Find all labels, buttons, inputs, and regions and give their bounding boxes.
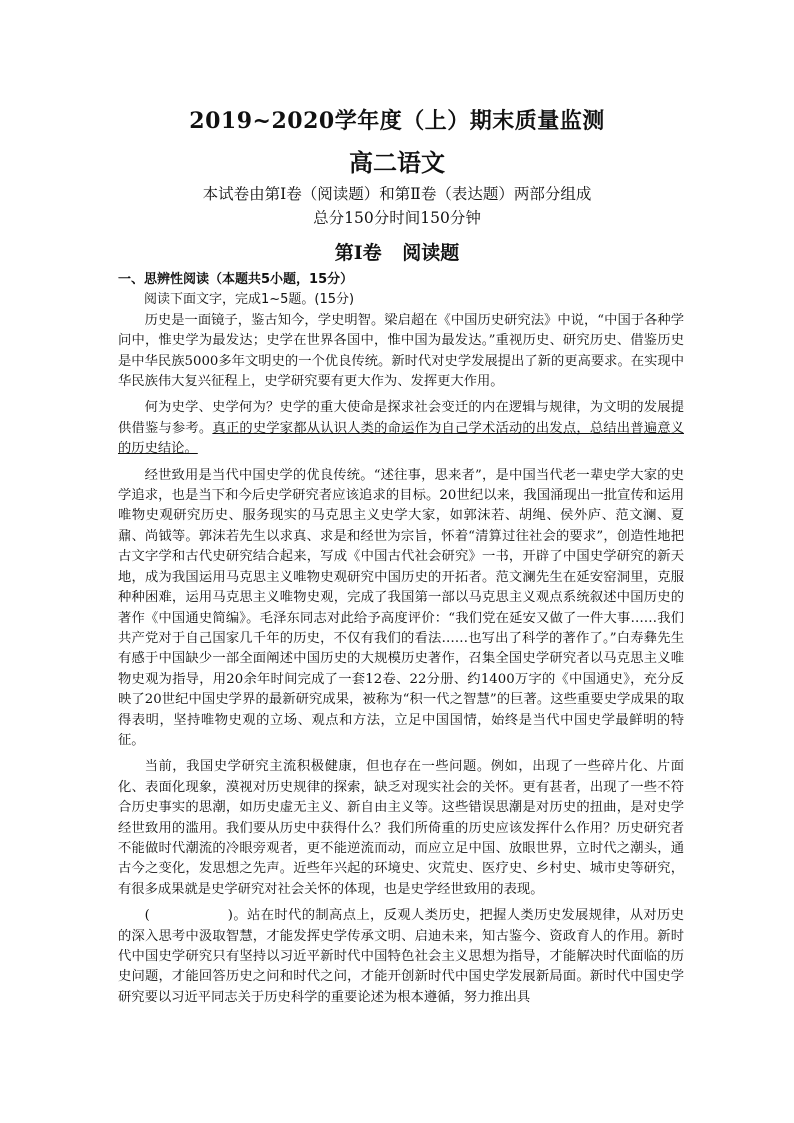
exam-title: 2019~2020学年度（上）期末质量监测 xyxy=(189,108,605,134)
passage-body xyxy=(118,270,684,1008)
section-instruction: 阅读下面文字，完成1~5题。(15分) xyxy=(144,292,355,308)
section-heading: 一、思辨性阅读（本题共5小题，15分） xyxy=(118,272,354,287)
exam-structure-note: 本试卷由第Ⅰ卷（阅读题）和第Ⅱ卷（表达题）两部分组成 xyxy=(202,185,592,203)
passage-paragraph-5 xyxy=(118,906,684,1008)
part-title: 第Ⅰ卷 阅读题 xyxy=(334,242,460,264)
passage-paragraph-1: 历史是一面镜子，鉴古知今，学史明智。梁启超在《中国历史研究法》中说，“中国于各种学问中，惟史学为最发达；史学在世界各国中，惟中国为最发达。”重视历史、研究历史、借鉴历史是中华民族5000多年文明史的一个优良传统。新时代对史学发展提出了新的更高要求。在实现中华民族伟大复兴征程上，史学研究要有更大作为、发挥更大作用。 xyxy=(118,312,684,390)
passage-paragraph-4: 当前，我国史学研究主流积极健康，但也存在一些问题。例如，出现了一些碎片化、片面化、表面化现象，漠视对历史规律的探索，缺乏对现实社会的关怀。更有甚者，出现了一些不符合历史事实的思潮，如历史虚无主义、新自由主义等。这些错误思潮是对历史的扭曲，是对史学经世致用的滥用。我们要从历史中获得什么？我们所倚重的历史应该发挥什么作用？历史研究者不能做时代潮流的冷眼旁观者，更不能逆流而动，而应立足中国、放眼世界，立时代之潮头，通古今之变化，发思想之先声。近些年兴起的环境史、灾荒史、医疗史、乡村史、城市史等研究，有很多成果就是史学研究对社会关怀的体现，也是史学经世致用的表现。 xyxy=(118,759,684,897)
underlined-sentence: 真正的史学家都从认识人类的命运作为自己学术活动的出发点，总结出普遍意义的历史结论。 xyxy=(118,420,685,457)
passage-paragraph-3: 经世致用是当代中国史学的优良传统。“述往事，思来者”，是中国当代老一辈史学大家的史学追求，也是当下和今后史学研究者应该追求的目标。20世纪以来，我国涌现出一批宣传和运用唯物史观研究历史、服务现实的马克思主义史学大家，如郭沫若、胡绳、侯外庐、范文澜、夏鼐、尚钺等。郭沫若先生以求真、求是和经世为宗旨，怀着“清算过往社会的要求”，创造性地把古文字学和古代史研究结合起来，写成《中国古代社会研究》一书，开辟了中国史学研究的新天地，成为我国运用马克思主义唯物史观研究中国历史的开拓者。范文澜先生在延安窑洞里，克服种种困难，运用马克思主义唯物史观，完成了我国第一部以马克思主义观点系统叙述中国历史的著作《中国通史简编》。毛泽东同志对此给予高度评价：“我们党在延安又做了一件大事……我们共产党对于自己国家几千年的历史，不仅有我们的看法……也写出了科学的著作了。”白寿彝先生有感于中国缺少一部全面阐述中国历史的大规模历史著作，召集全国史学研究者以马克思主义唯物史观为指导，用20余年时间完成了一套12卷、22分册、约1400万字的《中国通史》，充分反映了20世纪中国史学界的最新研究成果，被称为“积一代之智慧”的巨著。这些重要史学成果的取得表明，坚持唯物史观的立场、观点和方法，立足中国国情，始终是当代中国史学最鲜明的特征。 xyxy=(118,467,684,748)
subject-title: 高二语文 xyxy=(349,148,445,177)
blank-open-paren: ( xyxy=(144,908,150,924)
exam-score-time-note: 总分150分时间150分钟 xyxy=(313,209,481,227)
passage-paragraph-2 xyxy=(118,398,684,459)
paragraph-5-text: )。站在时代的制高点上，反观人类历史，把握人类历史发展规律，从对历史的深入思考中汲取智慧，才能发挥史学传承文明、启迪未来，知古鉴今、资政育人的作用。新时代中国史学研究只有坚持以习近平新时代中国特色社会主义思想为指导，才能解决时代面临的历史问题，才能回答历史之问和时代之问，才能开创新时代中国史学发展新局面。新时代中国史学研究要以习近平同志关于历史科学的重要论述为根本遵循，努力推出具 xyxy=(118,908,684,1005)
paragraph-2-text: 何为史学、史学何为？史学的重大使命是探求社会变迁的内在逻辑与规律，为文明的发展提供借鉴与参考。 xyxy=(118,400,684,436)
